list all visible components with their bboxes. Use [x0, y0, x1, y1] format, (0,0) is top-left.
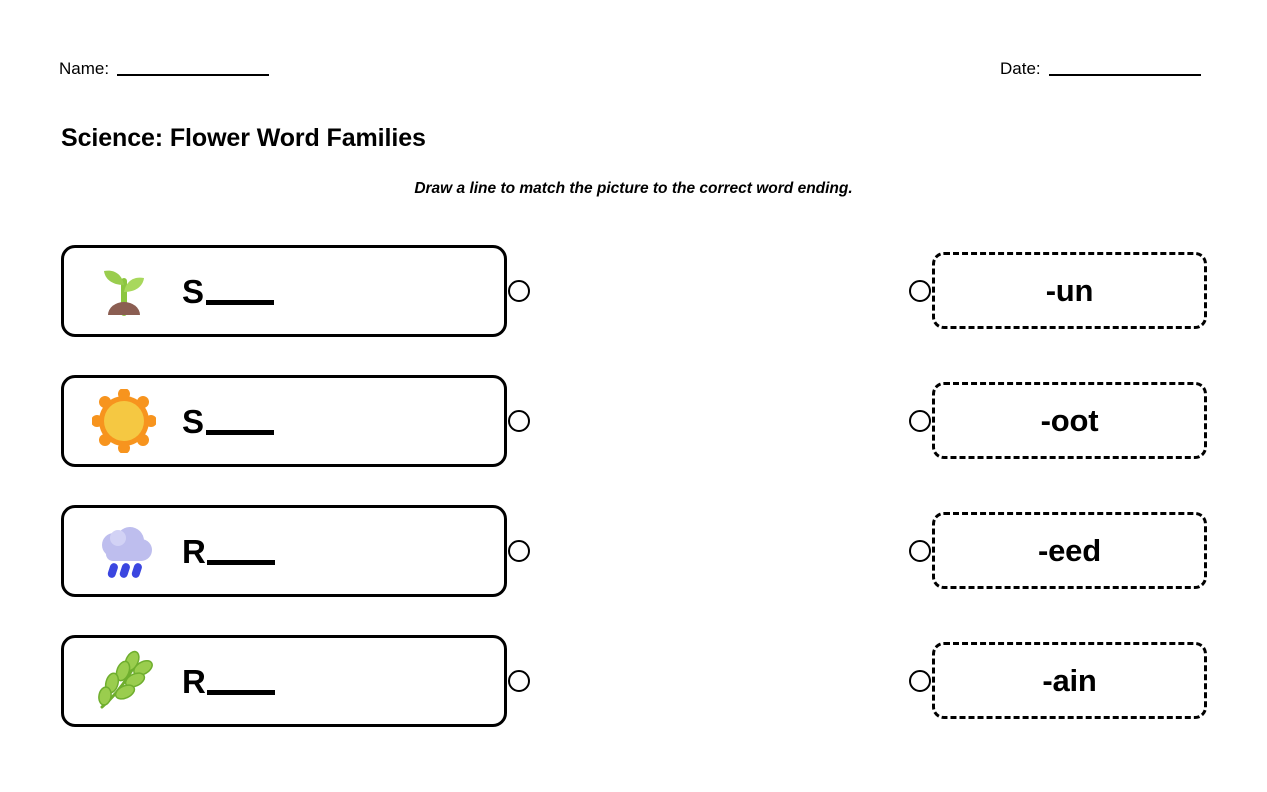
match-row: [0, 505, 1267, 597]
connector-dot-right[interactable]: [909, 410, 931, 432]
stem-letter: R: [182, 532, 207, 570]
date-label: Date:: [1000, 59, 1041, 78]
stem-letter: S: [182, 402, 205, 440]
stem-blank-line: [207, 560, 275, 565]
connector-dot-left[interactable]: [508, 670, 530, 692]
word-ending-label: -eed: [1038, 532, 1101, 568]
picture-card[interactable]: [61, 245, 507, 337]
stem-blank-line: [207, 690, 275, 695]
instructions: Draw a line to match the picture to the correct word ending.: [414, 180, 853, 197]
word-ending-card[interactable]: [932, 642, 1207, 719]
connector-dot-right[interactable]: [909, 280, 931, 302]
word-ending-card[interactable]: [932, 252, 1207, 329]
date-write-line[interactable]: [1049, 74, 1201, 76]
rain-cloud-icon: [92, 519, 156, 583]
matching-area: [0, 245, 1267, 765]
word-ending-card[interactable]: [932, 382, 1207, 459]
connector-dot-right[interactable]: [909, 540, 931, 562]
page-title: Science: Flower Word Families: [61, 124, 426, 152]
stem-blank-line: [206, 430, 274, 435]
word-ending-label: -ain: [1042, 662, 1097, 698]
word-stem: [182, 272, 274, 310]
word-ending-card[interactable]: [932, 512, 1207, 589]
word-stem: [182, 532, 275, 570]
word-ending-label: -oot: [1040, 402, 1099, 438]
name-field: [59, 59, 269, 79]
connector-dot-left[interactable]: [508, 410, 530, 432]
word-ending-label: -un: [1045, 272, 1094, 308]
match-row: [0, 245, 1267, 337]
connector-dot-left[interactable]: [508, 540, 530, 562]
picture-card[interactable]: [61, 375, 507, 467]
sun-icon: [92, 389, 156, 453]
herb-icon: [92, 649, 156, 713]
picture-card[interactable]: [61, 635, 507, 727]
connector-dot-left[interactable]: [508, 280, 530, 302]
connector-dot-right[interactable]: [909, 670, 931, 692]
word-stem: [182, 402, 274, 440]
match-row: [0, 635, 1267, 727]
stem-letter: S: [182, 272, 205, 310]
stem-letter: R: [182, 662, 207, 700]
seedling-icon: [92, 259, 156, 323]
name-write-line[interactable]: [117, 74, 269, 76]
picture-card[interactable]: [61, 505, 507, 597]
match-row: [0, 375, 1267, 467]
date-field: [1000, 59, 1201, 79]
name-label: Name:: [59, 59, 110, 78]
stem-blank-line: [206, 300, 274, 305]
word-stem: [182, 662, 275, 700]
